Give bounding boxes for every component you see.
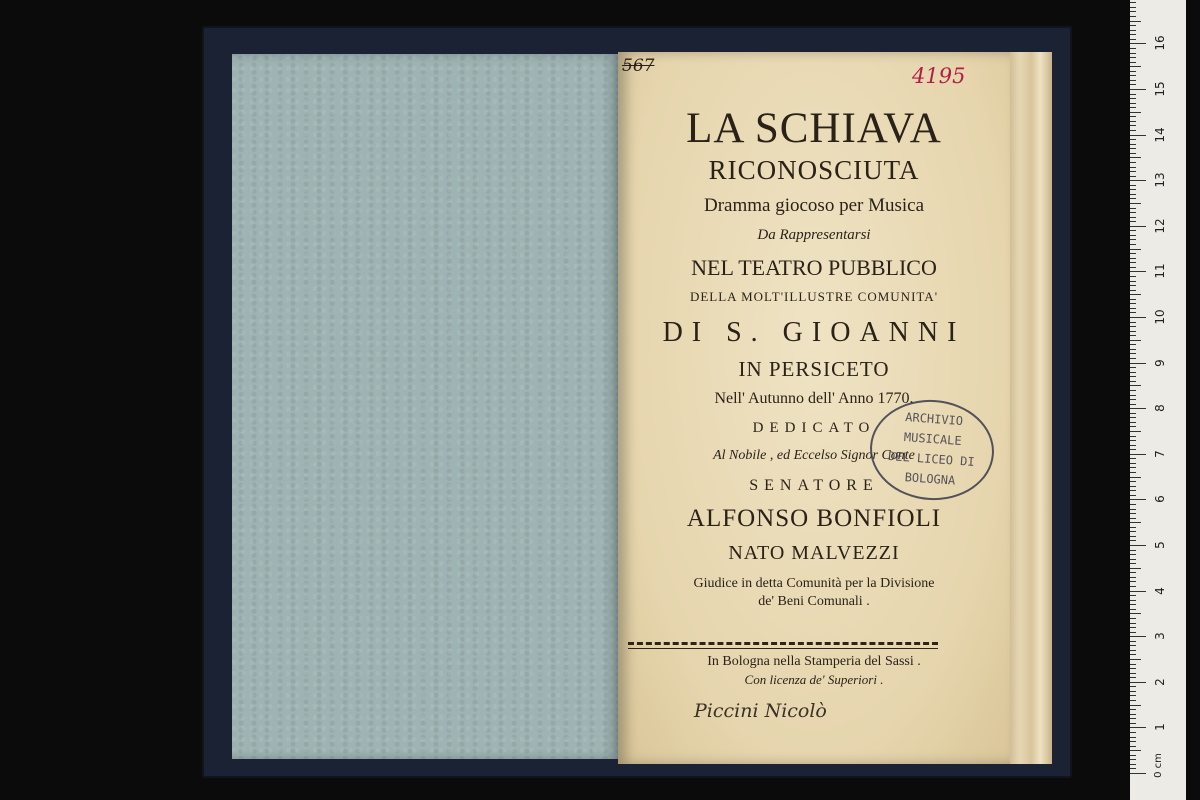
ruler-tick <box>1130 750 1141 751</box>
ruler-tick <box>1130 194 1136 195</box>
decorative-rule-thin <box>628 648 938 649</box>
senator-line: SENATORE <box>749 477 879 494</box>
ruler-tick <box>1130 322 1136 323</box>
ruler-tick <box>1130 34 1136 35</box>
ruler-tick <box>1130 48 1136 49</box>
ruler-tick <box>1130 294 1141 295</box>
ruler-tick <box>1130 449 1136 450</box>
ruler-tick <box>1130 390 1136 391</box>
ruler-tick <box>1130 604 1136 605</box>
ruler-tick <box>1130 11 1136 12</box>
ruler-tick <box>1130 773 1146 774</box>
ruler-tick <box>1130 581 1136 582</box>
judge-line-1: Giudice in detta Comunità per la Divisione <box>693 576 935 591</box>
ruler-tick <box>1130 116 1136 117</box>
ruler-tick <box>1130 499 1146 500</box>
ruler-tick <box>1130 349 1136 350</box>
ruler-tick <box>1130 94 1136 95</box>
ruler-tick <box>1130 650 1136 651</box>
ruler-tick <box>1130 458 1136 459</box>
ruler-tick <box>1130 344 1136 345</box>
ruler-tick <box>1130 326 1136 327</box>
ruler-tick <box>1130 381 1136 382</box>
ruler-tick <box>1130 600 1136 601</box>
ruler-tick <box>1130 62 1136 63</box>
ruler-tick <box>1130 586 1136 587</box>
ruler-tick <box>1130 536 1136 537</box>
ruler-tick <box>1130 290 1136 291</box>
ruler-tick <box>1130 705 1141 706</box>
noble-line: Al Nobile , ed Eccelso Signor Conte <box>713 448 915 463</box>
dedicatee-name: ALFONSO BONFIOLI <box>686 505 942 532</box>
ruler-tick <box>1130 577 1136 578</box>
ruler-tick <box>1130 107 1136 108</box>
ruler-tick <box>1130 641 1136 642</box>
ruler-tick <box>1130 363 1146 364</box>
ruler-tick <box>1130 572 1136 573</box>
ruler-unit-label: 0 cm <box>1152 753 1164 778</box>
ruler-tick <box>1130 764 1136 765</box>
ruler-tick <box>1130 531 1136 532</box>
ruler-tick <box>1130 84 1136 85</box>
ruler-tick <box>1130 723 1136 724</box>
ruler-tick <box>1130 235 1136 236</box>
ruler-tick <box>1130 467 1136 468</box>
work-subtitle: RICONOSCIUTA <box>708 155 920 185</box>
ruler-tick <box>1130 454 1146 455</box>
ruler-tick <box>1130 226 1146 227</box>
work-title: LA SCHIAVA <box>686 105 942 152</box>
ruler-tick <box>1130 25 1136 26</box>
ruler-tick <box>1130 340 1141 341</box>
ruler-tick <box>1130 217 1136 218</box>
handwritten-attribution: Piccini Nicolò <box>694 700 827 722</box>
ruler-tick <box>1130 376 1136 377</box>
ruler-tick <box>1130 613 1141 614</box>
ruler-tick <box>1130 198 1136 199</box>
shelfmark-note: 567 <box>622 56 655 76</box>
ruler-tick <box>1130 281 1136 282</box>
ruler-tick <box>1130 408 1146 409</box>
ruler-number: 8 <box>1153 404 1167 413</box>
ruler-tick <box>1130 540 1136 541</box>
ruler-tick <box>1130 208 1136 209</box>
season-line: Nell' Autunno dell' Anno 1770. <box>714 390 914 407</box>
ruler-tick <box>1130 30 1136 31</box>
ruler-tick <box>1130 677 1136 678</box>
ruler-tick <box>1130 180 1146 181</box>
ruler-tick <box>1130 148 1136 149</box>
ruler-tick <box>1130 212 1136 213</box>
ruler-tick <box>1130 130 1136 131</box>
stamp-line-3: DEL LICEO DI <box>887 448 976 469</box>
ruler-tick <box>1130 285 1136 286</box>
decorative-rule <box>628 642 938 645</box>
ruler-tick <box>1130 43 1146 44</box>
ruler-tick <box>1130 709 1136 710</box>
ruler-tick <box>1130 39 1136 40</box>
ruler-number: 4 <box>1153 586 1167 595</box>
ruler-tick <box>1130 636 1146 637</box>
town-line: DI S. GIOANNI <box>662 317 966 348</box>
ruler-tick <box>1130 144 1136 145</box>
ruler-tick <box>1130 554 1136 555</box>
ruler-number: 12 <box>1153 218 1167 234</box>
ruler-number: 6 <box>1153 495 1167 504</box>
ruler-tick <box>1130 399 1136 400</box>
ruler-tick <box>1130 568 1141 569</box>
imprint-line-2: Con licenza de' Superiori . <box>744 672 884 687</box>
ruler-tick <box>1130 162 1136 163</box>
ruler-tick <box>1130 509 1136 510</box>
ruler-tick <box>1130 463 1136 464</box>
town-line-2: IN PERSICETO <box>738 357 890 381</box>
ruler-tick <box>1130 668 1136 669</box>
ruler-tick <box>1130 244 1136 245</box>
ruler-tick <box>1130 559 1136 560</box>
ruler-tick <box>1130 673 1136 674</box>
ruler-tick <box>1130 171 1136 172</box>
ruler-tick <box>1130 746 1136 747</box>
ruler-tick <box>1130 185 1136 186</box>
ruler-tick <box>1130 21 1141 22</box>
ruler-tick <box>1130 331 1136 332</box>
ruler-tick <box>1130 7 1136 8</box>
ruler-tick <box>1130 267 1136 268</box>
ruler-number: 9 <box>1153 358 1167 367</box>
ruler-tick <box>1130 139 1136 140</box>
ruler-tick <box>1130 367 1136 368</box>
ruler-tick <box>1130 682 1146 683</box>
ruler-tick <box>1130 495 1136 496</box>
ruler-tick <box>1130 121 1136 122</box>
ruler-tick <box>1130 413 1136 414</box>
ruler-tick <box>1130 609 1136 610</box>
page-stack-edge <box>1006 52 1052 764</box>
ruler-tick <box>1130 550 1136 551</box>
stamp-line-1: ARCHIVIO <box>904 410 964 429</box>
imprint-line-1: In Bologna nella Stamperia del Sassi . <box>707 654 921 669</box>
ruler-tick <box>1130 504 1136 505</box>
ruler-tick <box>1130 481 1136 482</box>
ruler-tick <box>1130 436 1136 437</box>
ruler-tick <box>1130 486 1136 487</box>
ruler-tick <box>1130 422 1136 423</box>
ruler-tick <box>1130 276 1136 277</box>
ruler-tick <box>1130 513 1136 514</box>
ruler-tick <box>1130 623 1136 624</box>
ruler-number: 11 <box>1153 263 1167 280</box>
ruler-tick <box>1130 686 1136 687</box>
ruler-tick <box>1130 372 1136 373</box>
ruler-tick <box>1130 737 1136 738</box>
ruler-tick <box>1130 618 1136 619</box>
ruler-tick <box>1130 2 1136 3</box>
ruler-tick <box>1130 718 1136 719</box>
dedication-line: DEDICATO <box>752 420 876 436</box>
ruler-number: 7 <box>1153 449 1167 458</box>
judge-line-2: de' Beni Comunali . <box>758 594 870 609</box>
ruler-tick <box>1130 317 1146 318</box>
ruler-tick <box>1130 563 1136 564</box>
ruler-tick <box>1130 335 1136 336</box>
ruler-tick <box>1130 253 1136 254</box>
ruler-number: 1 <box>1153 723 1167 732</box>
ruler-tick <box>1130 727 1146 728</box>
ruler-tick <box>1130 66 1141 67</box>
born-line: NATO MALVEZZI <box>728 542 900 564</box>
ruler-tick <box>1130 591 1146 592</box>
theatre-line: NEL TEATRO PUBBLICO <box>691 255 937 280</box>
ruler-tick <box>1130 75 1136 76</box>
ruler-number: 15 <box>1153 81 1167 97</box>
ruler-tick <box>1130 230 1136 231</box>
measurement-ruler <box>1130 0 1186 800</box>
ruler-tick <box>1130 700 1136 701</box>
ruler-tick <box>1130 303 1136 304</box>
ruler-tick <box>1130 595 1136 596</box>
ruler-tick <box>1130 176 1136 177</box>
ruler-tick <box>1130 490 1136 491</box>
ruler-tick <box>1130 299 1136 300</box>
ruler-tick <box>1130 645 1136 646</box>
ruler-tick <box>1130 189 1136 190</box>
ruler-tick <box>1130 71 1136 72</box>
ruler-tick <box>1130 16 1136 17</box>
performance-line: Da Rappresentarsi <box>757 227 871 243</box>
accession-number: 4195 <box>912 64 966 88</box>
ruler-number: 2 <box>1153 677 1167 686</box>
ruler-tick <box>1130 755 1136 756</box>
ruler-number: 10 <box>1153 309 1167 325</box>
ruler-tick <box>1130 262 1136 263</box>
ruler-tick <box>1130 691 1136 692</box>
ruler-number: 16 <box>1153 35 1167 52</box>
community-line: DELLA MOLT'ILLUSTRE COMUNITA' <box>689 289 939 304</box>
ruler-number: 5 <box>1153 541 1167 549</box>
ruler-number: 13 <box>1153 172 1167 188</box>
ruler-tick <box>1130 53 1136 54</box>
ruler-tick <box>1130 768 1136 769</box>
ruler-tick <box>1130 312 1136 313</box>
ruler-tick <box>1130 271 1146 272</box>
ruler-tick <box>1130 112 1141 113</box>
ruler-tick <box>1130 417 1136 418</box>
ruler-tick <box>1130 353 1136 354</box>
ruler-tick <box>1130 203 1141 204</box>
ruler-tick <box>1130 157 1141 158</box>
ruler-tick <box>1130 518 1136 519</box>
ruler-tick <box>1130 103 1136 104</box>
ruler-tick <box>1130 659 1141 660</box>
stamp-line-2: MUSICALE <box>903 430 963 449</box>
ruler-tick <box>1130 385 1141 386</box>
ruler-tick <box>1130 98 1136 99</box>
ruler-tick <box>1130 89 1146 90</box>
ruler-tick <box>1130 57 1136 58</box>
ruler-tick <box>1130 445 1136 446</box>
ruler-tick <box>1130 258 1136 259</box>
ruler-tick <box>1130 472 1136 473</box>
ruler-tick <box>1130 153 1136 154</box>
ruler-tick <box>1130 221 1136 222</box>
ruler-tick <box>1130 632 1136 633</box>
ruler-tick <box>1130 522 1141 523</box>
ruler-tick <box>1130 125 1136 126</box>
ruler-tick <box>1130 167 1136 168</box>
ruler-tick <box>1130 358 1136 359</box>
ruler-tick <box>1130 249 1141 250</box>
ruler-tick <box>1130 759 1136 760</box>
ruler-tick <box>1130 732 1136 733</box>
ruler-tick <box>1130 426 1136 427</box>
ruler-tick <box>1130 135 1146 136</box>
ruler-tick <box>1130 545 1146 546</box>
ruler-tick <box>1130 239 1136 240</box>
ruler-tick <box>1130 308 1136 309</box>
ruler-tick <box>1130 627 1136 628</box>
ruler-tick <box>1130 741 1136 742</box>
blue-endpaper <box>232 54 618 759</box>
ruler-tick <box>1130 395 1136 396</box>
ruler-number: 14 <box>1153 126 1167 143</box>
ruler-tick <box>1130 477 1141 478</box>
ruler-tick <box>1130 714 1136 715</box>
ruler-tick <box>1130 527 1136 528</box>
ruler-number: 3 <box>1153 632 1167 641</box>
ruler-tick <box>1130 654 1136 655</box>
ruler-tick <box>1130 80 1136 81</box>
ruler-tick <box>1130 404 1136 405</box>
ruler-tick <box>1130 431 1141 432</box>
ruler-tick <box>1130 664 1136 665</box>
ruler-tick <box>1130 695 1136 696</box>
ruler-tick <box>1130 440 1136 441</box>
genre-line: Dramma giocoso per Musica <box>703 195 925 216</box>
stamp-line-4: BOLOGNA <box>904 470 956 488</box>
